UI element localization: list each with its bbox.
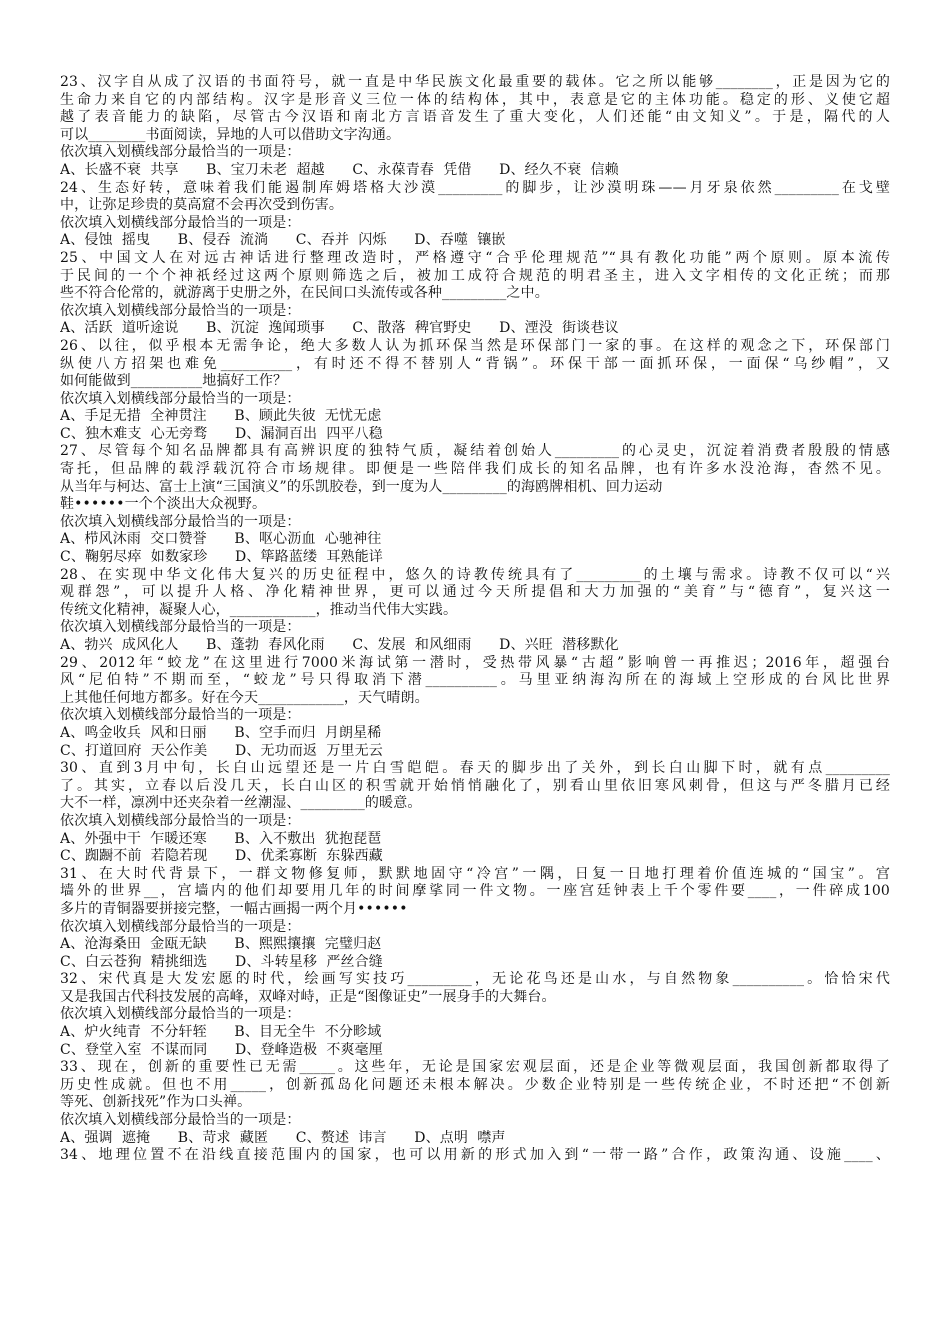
text-line: C、独木难支 心无旁骛 D、漏洞百出 四平八稳	[60, 425, 383, 442]
text-line: 又是我国古代科技发展的高峰，双峰对峙，正是“图像证史”一展身手的大舞台。	[60, 988, 556, 1005]
text-line: 依次填入划横线部分最恰当的一项是：	[60, 302, 301, 319]
text-line: 纵使八方招架也难免__________，有时还不得不替别人“背锅”。环保干部一面抓环保，一面保“乌纱帽”，又	[60, 355, 890, 372]
text-line: C、鞠躬尽瘁 如数家珍 D、筚路蓝缕 耳熟能详	[60, 549, 383, 566]
text-line: C、登堂入室 不谋而同 D、登峰造极 不爽毫厘	[60, 1041, 383, 1058]
text-line: 生命力来自它的内部结构。汉字是形音义三位一体的结构体，其中，表意是它的主体功能。稳定的形、义使它超	[60, 91, 890, 108]
text-line: 28、在实现中华文化伟大复兴的历史征程中，悠久的诗教传统具有了_________的土壤与需求。诗教不仅可以“兴	[60, 566, 890, 583]
text-line: A、炉火纯青 不分轩轾 B、目无全牛 不分畛域	[60, 1024, 382, 1041]
text-line: A、沧海桑田 金瓯无缺 B、熙熙攘攘 完璧归赵	[60, 936, 382, 953]
text-line: 上其他任何地方都多。好在今天____________，天气晴朗。	[60, 689, 429, 706]
text-line: 依次填入划横线部分最恰当的一项是：	[60, 707, 301, 724]
text-line: 中，让弥足珍贵的莫高窟不会再次受到伤害。	[60, 197, 343, 214]
text-line: 34、地理位置不在沿线直接范围内的国家，也可以用新的形式加入到“一带一路”合作，政策沟通、设施____、	[60, 1147, 890, 1164]
text-line: C、白云苍狗 精挑细选 D、斗转星移 严丝合缝	[60, 953, 383, 970]
text-line: 依次填入划横线部分最恰当的一项是：	[60, 1006, 301, 1023]
text-line: 多片的青铜器要拼接完整，一幅古画揭一两个月••••••	[60, 900, 408, 917]
text-line: 如何能做到__________地搞好工作？	[60, 373, 288, 390]
text-line: 鞋••••••一个个淡出大众视野。	[60, 496, 267, 513]
text-line: A、栉风沐雨 交口赞誉 B、呕心沥血 心驰神往	[60, 531, 382, 548]
text-line: 了。其实，立春以后没几天，长白山区的积雪就开始悄悄融化了，别看山里依旧寒风刺骨，但这与严冬腊月已经	[60, 777, 890, 794]
text-line: 寄托，但品牌的载浮载沉符合市场规律。即便是一些陪伴我们成长的知名品牌，也有许多水没沧海，杳然不见。	[60, 461, 890, 478]
text-line: A、鸣金收兵 风和日丽 B、空手而归 月朗星稀	[60, 724, 382, 741]
text-line: 大不一样，凛冽中还夹杂着一丝潮湿、_________的暖意。	[60, 795, 422, 812]
text-line: 31、在大时代背景下，一群文物修复师，默默地固守“冷宫”一隅，日复一日地打理着价值连城的“国宝”。宫	[60, 865, 890, 882]
text-line: 23、汉字自从成了汉语的书面符号，就一直是中华民族文化最重要的载体。它之所以能够________，正是因为它的	[60, 74, 890, 90]
text-line: 30、直到3月中旬，长白山远望还是一片白雪皑皑。春天的脚步出了关外，到长白山脚下时，就有点_________	[60, 760, 890, 777]
text-line: 33、现在，创新的重要性已无需_____。这些年，无论是国家宏观层面，还是企业等微观层面，我国创新都取得了	[60, 1059, 890, 1076]
text-line: 32、宋代真是大发宏愿的时代，绘画写实技巧_________，无论花鸟还是山水，与自然物象__________。恰恰宋代	[60, 971, 890, 988]
text-line: 依次填入划横线部分最恰当的一项是：	[60, 918, 301, 935]
text-line: 29、2012年“蛟龙”在这里进行7000米海试第一潜时，受热带风暴“古超”影响曾一再推迟；2016年，超强台	[60, 654, 890, 671]
text-line: 可以________书面阅读，异地的人可以借助文字沟通。	[60, 126, 401, 143]
text-line: 些不符合伦常的，就游离于史册之外，在民间口头流传或各种_________之中。	[60, 285, 549, 302]
text-line: A、活跃 道听途说 B、沉淀 逸闻琐事 C、散落 稗官野史 D、湮没 街谈巷议	[60, 320, 619, 337]
text-line: A、外强中干 乍暖还寒 B、入不敷出 犹抱琵琶	[60, 830, 382, 847]
text-line: 24、生态好转，意味着我们能遏制库姆塔格大沙漠_________的脚步，让沙漠明珠——月牙泉依然_________在戈壁	[60, 179, 890, 196]
text-line: 25、中国文人在对远古神话进行整理改造时，严格遵守“合乎伦理规范”“具有教化功能”两个原则。原本流传	[60, 249, 890, 266]
text-line: 依次填入划横线部分最恰当的一项是：	[60, 214, 301, 231]
text-line: 依次填入划横线部分最恰当的一项是：	[60, 390, 301, 407]
text-line: A、手足无措 全神贯注 B、顾此失彼 无忧无虑	[60, 408, 382, 425]
text-line: 越了表音能力的缺陷，尽管古今汉语和南北方言语音发生了重大变化，人们还能“由文知义”。于是，隔代的人	[60, 109, 890, 126]
text-line: 依次填入划横线部分最恰当的一项是：	[60, 513, 301, 530]
text-line: 历史性成就。但也不用_____，创新孤岛化问题还未根本解决。少数企业特别是一些传统企业，不时还把“不创新	[60, 1076, 890, 1093]
text-line: 依次填入划横线部分最恰当的一项是：	[60, 619, 301, 636]
text-line: 观群怨”，可以提升人格、净化精神世界，更可以通过今天所提倡和大力加强的“美育”与“德育”，复兴这一	[60, 584, 890, 601]
text-line: 墙外的世界__，宫墙内的他们却要用几年的时间摩挲同一件文物。一座宫廷钟表上千个零件要____，一件碎成100	[60, 883, 890, 900]
text-line: 依次填入划横线部分最恰当的一项是：	[60, 1112, 301, 1129]
text-line: C、踟蹰不前 若隐若现 D、优柔寡断 东躲西藏	[60, 848, 383, 865]
text-line: 依次填入划横线部分最恰当的一项是：	[60, 812, 301, 829]
text-line: 传统文化精神，凝聚人心，____________，推动当代伟大实践。	[60, 601, 458, 618]
text-line: A、长盛不衰 共享 B、宝刀未老 超越 C、永葆青春 凭借 D、经久不衰 信赖	[60, 161, 619, 178]
text-line: 依次填入划横线部分最恰当的一项是：	[60, 144, 301, 161]
text-line: 等死、创新找死”作为口头禅。	[60, 1094, 252, 1111]
text-line: 26、以往，似乎根本无需争论，绝大多数人认为抓环保当然是环保部门一家的事。在这样的观念之下，环保部门	[60, 337, 890, 354]
text-line: 于民间的一个个神祇经过这两个原则筛选之后，被加工成符合规范的明君圣主，进入文字相传的文化正统；而那	[60, 267, 890, 284]
text-line: A、侵蚀 摇曳 B、侵吞 流淌 C、吞并 闪烁 D、吞噬 镶嵌	[60, 232, 506, 249]
text-line: 从当年与柯达、富士上演“三国演义”的乐凯胶卷，到一度为人_________的海鸥牌相机、回力运动	[60, 478, 663, 495]
text-line: A、强调 遮掩 B、苛求 藏匿 C、赘述 讳言 D、点明 噤声	[60, 1129, 506, 1146]
text-line: 27、尽管每个知名品牌都具有高辨识度的独特气质，凝结着创始人_________的心灵史，沉淀着消费者殷殷的情感	[60, 443, 890, 460]
text-line: 风“尼伯特”不期而至，“蛟龙”号只得取消下潜__________。马里亚纳海沟所在的海域上空形成的台风比世界	[60, 672, 890, 689]
text-line: C、打道回府 天公作美 D、无功而返 万里无云	[60, 742, 383, 759]
text-line: A、勃兴 成风化人 B、蓬勃 春风化雨 C、发展 和风细雨 D、兴旺 潜移默化	[60, 637, 619, 653]
